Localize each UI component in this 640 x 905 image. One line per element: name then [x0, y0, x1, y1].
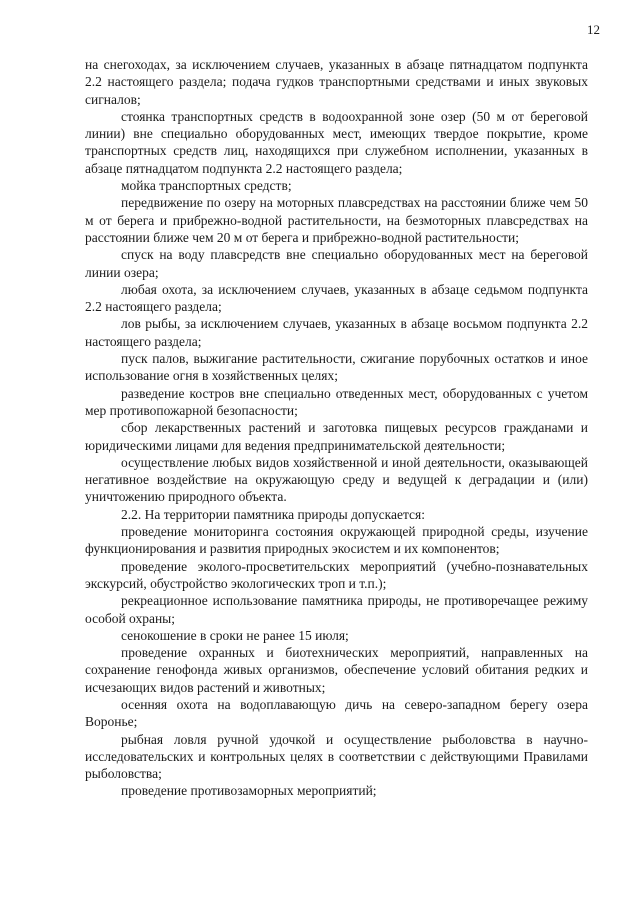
- paragraph: лов рыбы, за исключением случаев, указанных в абзаце восьмом подпункта 2.2 настоящего раздела;: [85, 316, 588, 349]
- paragraph: любая охота, за исключением случаев, указанных в абзаце седьмом подпункта 2.2 настоящего раздела;: [85, 281, 588, 315]
- paragraph: проведение мониторинга состояния окружающей природной среды, изучение функционирования и развития природных экосистем и их компонентов;: [85, 524, 588, 557]
- paragraph: сбор лекарственных растений и заготовка пищевых ресурсов гражданами и юридическими лицами для ведения предпринимательской деятельности;: [85, 420, 588, 453]
- page-number: 12: [587, 22, 600, 37]
- paragraph: на снегоходах, за исключением случаев, указанных в абзаце пятнадцатом подпункта 2.2 настоящего раздела; подача гудков транспортными средствами и иных звуковых сигналов;: [85, 57, 588, 107]
- paragraph: мойка транспортных средств;: [121, 178, 292, 194]
- paragraph: пуск палов, выжигание растительности, сжигание порубочных остатков и иное использование огня в хозяйственных целях;: [85, 351, 588, 384]
- paragraph: сенокошение в сроки не ранее 15 июля;: [121, 627, 349, 643]
- paragraph: осенняя охота на водоплавающую дичь на северо-западном берегу озера Воронье;: [85, 696, 588, 730]
- paragraph: рыбная ловля ручной удочкой и осуществление рыболовства в научно-исследовательских и контрольных целях в соответствии с действующими Правилами рыболовства;: [85, 731, 588, 782]
- paragraph: проведение противозаморных мероприятий;: [121, 783, 377, 799]
- paragraph: проведение эколого-просветительских мероприятий (учебно-познавательных экскурсий, обустройство экологических троп и т.п.);: [85, 558, 588, 591]
- paragraph: осуществление любых видов хозяйственной и иной деятельности, оказывающей негативное воздействие на окружающую среду и ведущей к деградации и (или) уничтожению природного объекта.: [85, 454, 588, 505]
- paragraph: рекреационное использование памятника природы, не противоречащее режиму особой охраны;: [85, 593, 588, 626]
- document-body: [85, 56, 588, 800]
- paragraph: стоянка транспортных средств в водоохранной зоне озер (50 м от береговой линии) вне специально оборудованных мест, имеющих твердое покрытие, кроме транспортных средств лиц, находящихся при служебном исполнении, указанных в абзаце пятнадцатом подпункта 2.2 настоящего раздела;: [85, 108, 588, 176]
- section-heading: 2.2. На территории памятника природы допускается:: [121, 506, 426, 522]
- paragraph: проведение охранных и биотехнических мероприятий, направленных на сохранение генофонда живых организмов, обеспечение условий обитания редких и исчезающих видов растений и животных;: [85, 645, 588, 695]
- paragraph: спуск на воду плавсредств вне специально оборудованных мест на береговой линии озера;: [85, 247, 588, 280]
- paragraph: передвижение по озеру на моторных плавсредствах на расстоянии ближе чем 50 м от берега и прибрежно-водной растительности, на безмоторных плавсредствах на расстоянии ближе чем 20 м от берега и прибрежно-водной растительности;: [85, 195, 588, 245]
- paragraph: разведение костров вне специально отведенных мест, оборудованных с учетом мер противопожарной безопасности;: [85, 385, 588, 418]
